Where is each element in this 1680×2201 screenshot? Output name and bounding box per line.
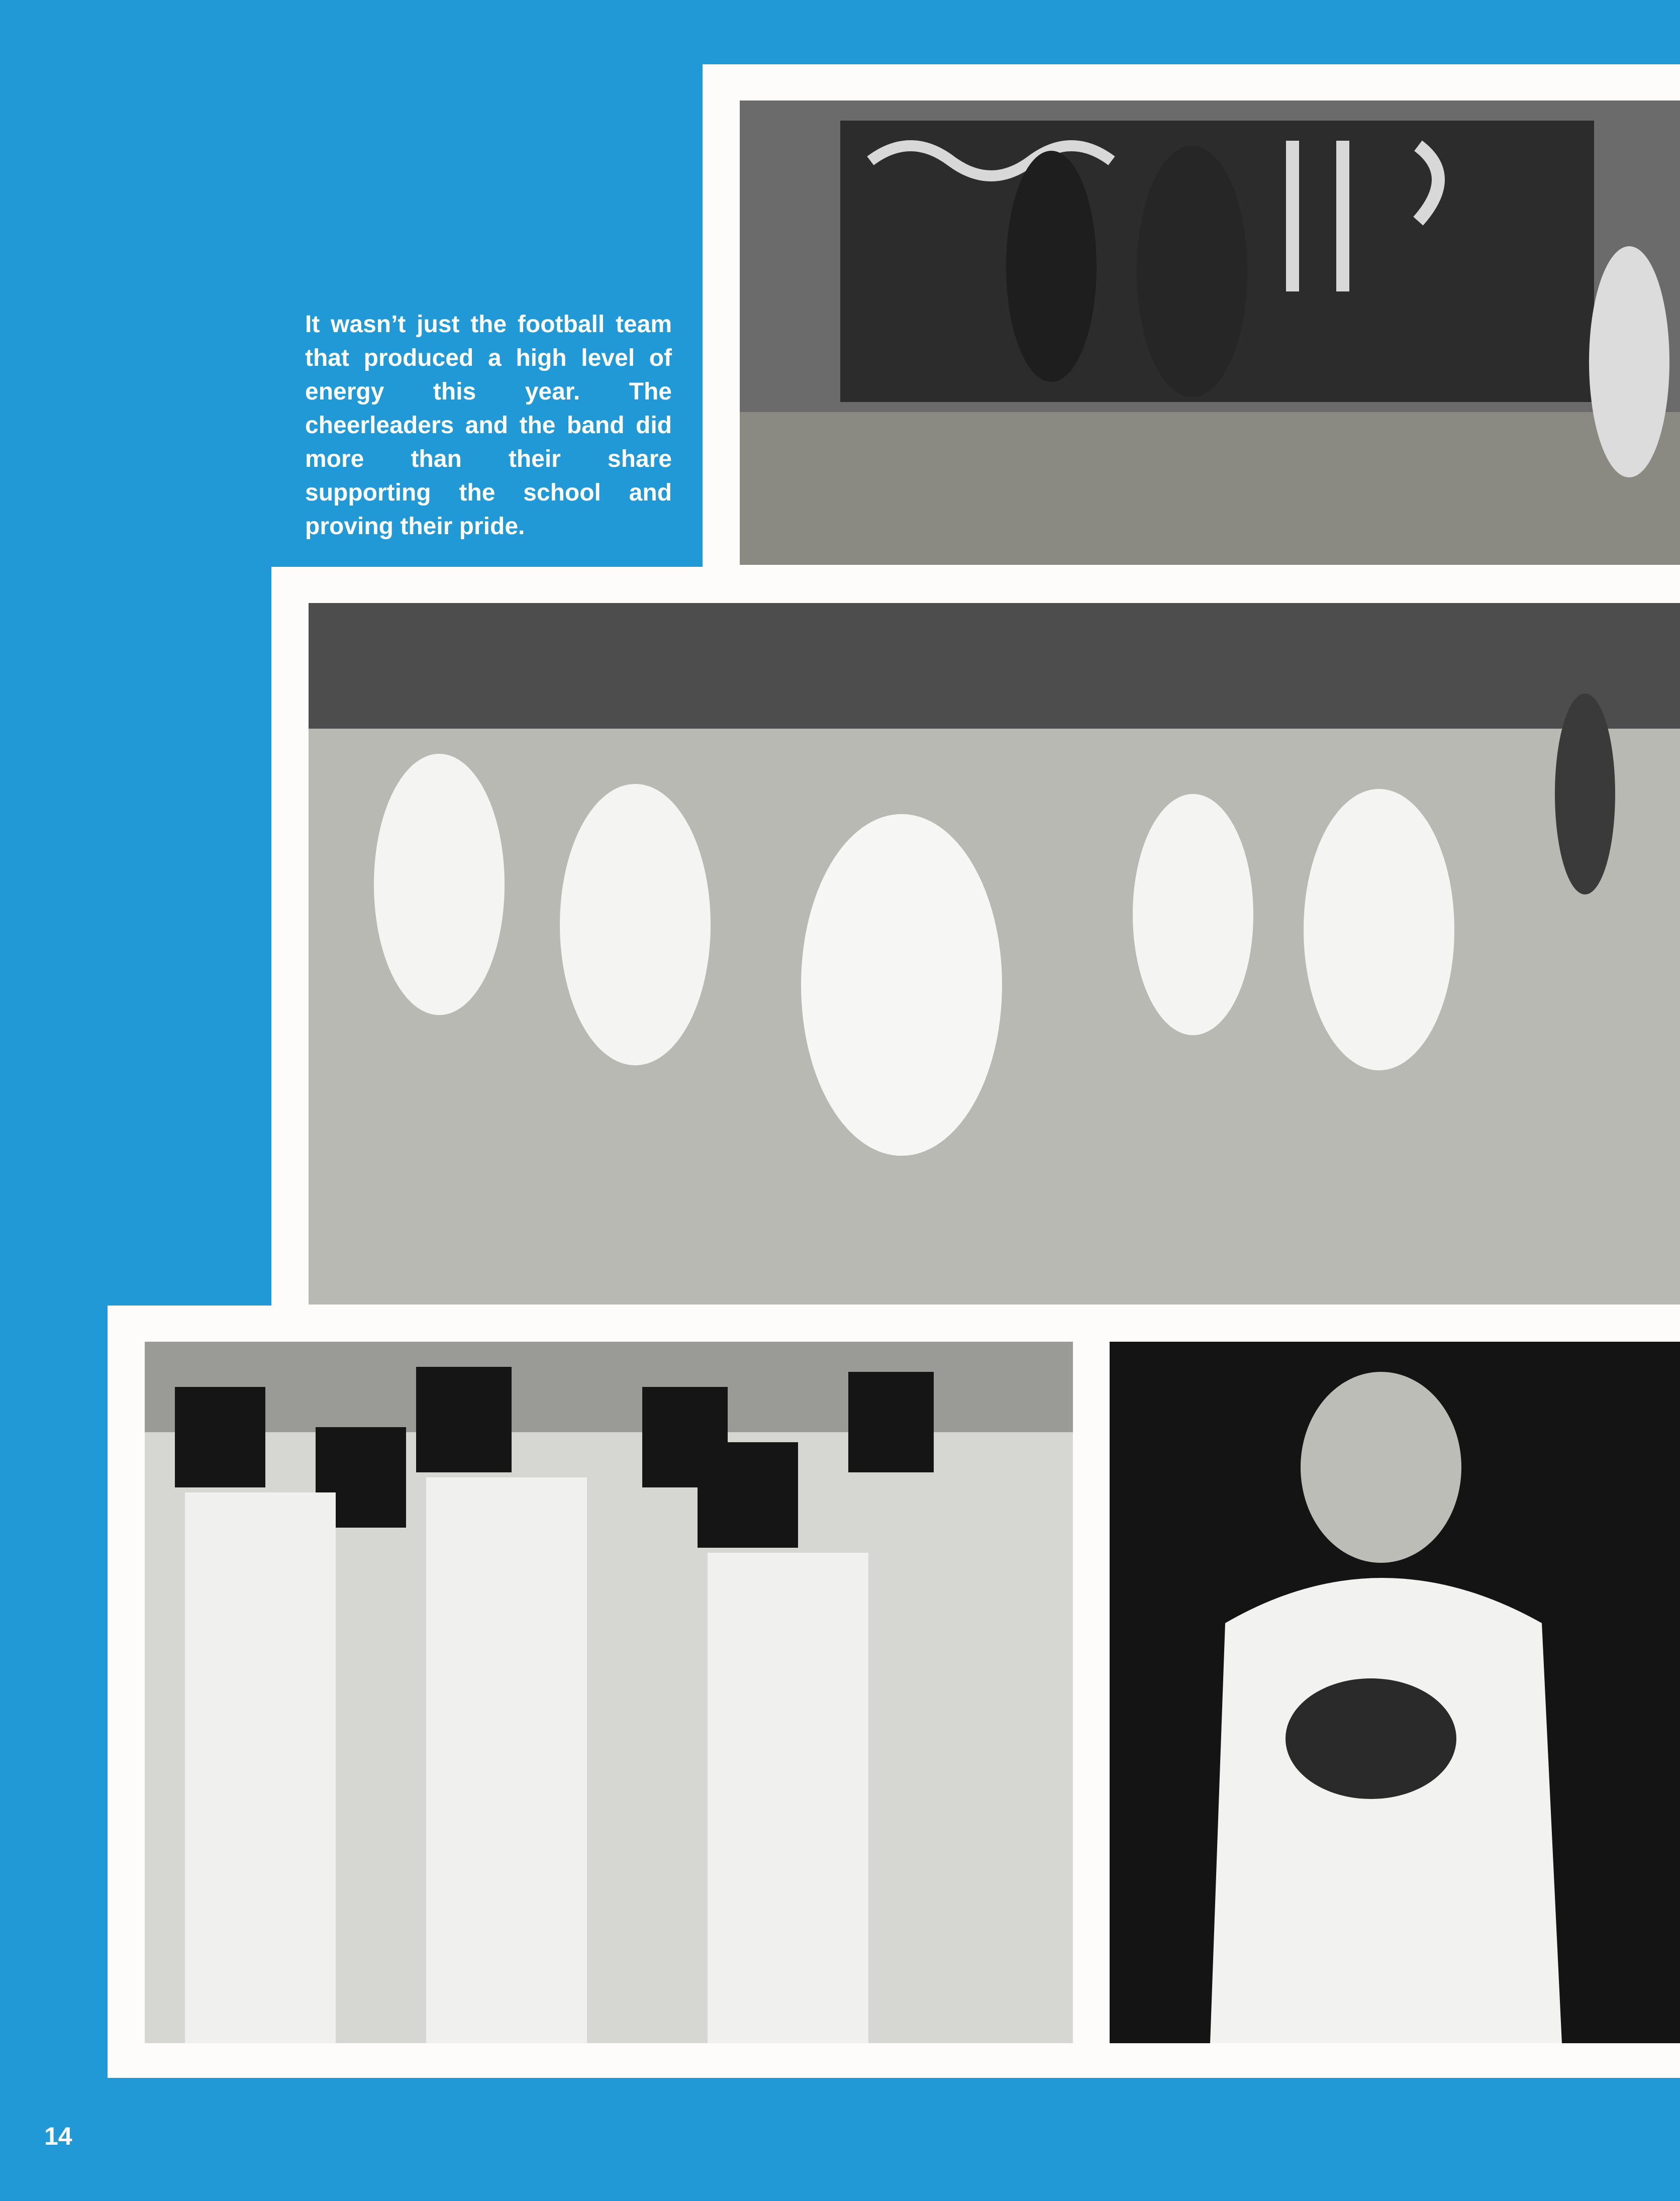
page-number: 14 (44, 2122, 72, 2150)
cheerleader-portrait-photo (1110, 1342, 1680, 2043)
cheerleaders-graphic (309, 603, 1680, 1305)
marching-band-graphic (145, 1342, 1073, 2043)
cheerleader-portrait-graphic (1110, 1342, 1680, 2043)
page-caption: It wasn’t just the football team that produced a high level of energy this year. The cheerleaders and the band did more than their share supporting the school and proving their pride. (305, 311, 672, 540)
football-banner-photo (740, 101, 1680, 565)
football-banner-graphic (740, 101, 1680, 565)
cheerleaders-photo (309, 603, 1680, 1305)
marching-band-photo (145, 1342, 1073, 2043)
